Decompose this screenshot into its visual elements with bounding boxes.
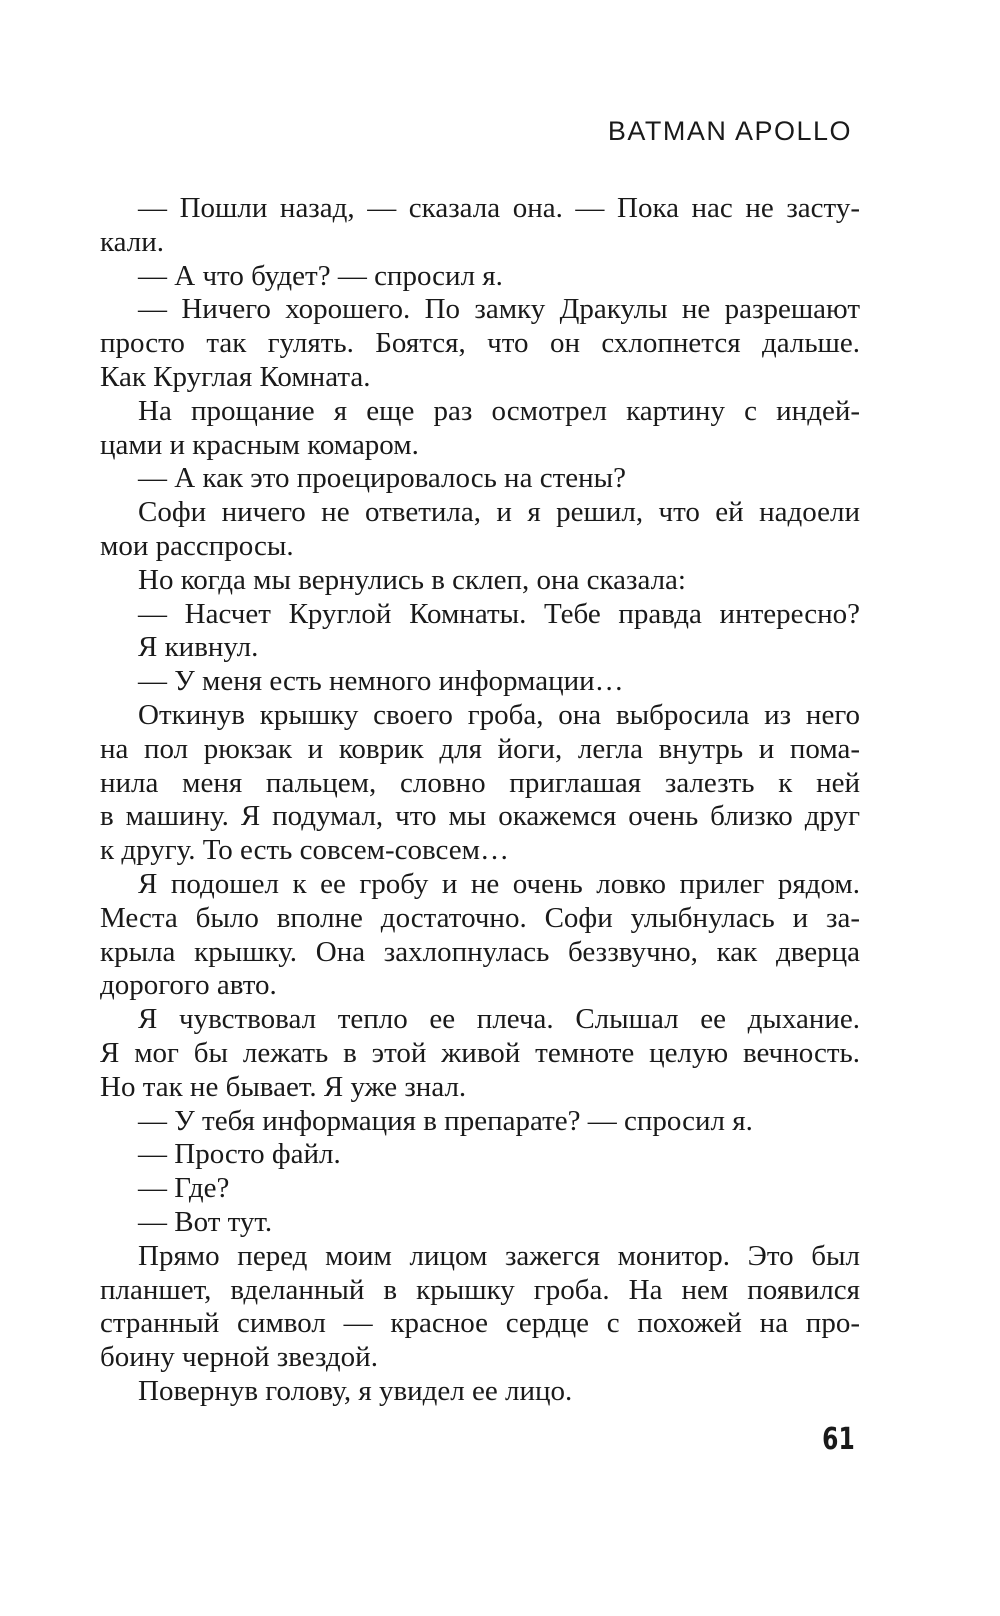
text-line: — Насчет Круглой Комнаты. Тебе правда интересно? [138,597,860,630]
text-line: Софи ничего не ответила, и я решил, что ей надоели [138,496,860,529]
text-line: дорогого авто. [100,969,277,1002]
body-text [100,192,860,1409]
text-line: — Пошли назад, — сказала она. — Пока нас не засту- [138,192,860,224]
text-line: к другу. То есть совсем-совсем… [100,834,509,867]
text-line: — А как это проецировалось на стены? [138,462,626,495]
text-line: — Ничего хорошего. По замку Дракулы не разрешают [138,293,860,326]
text-line: Места было вполне достаточно. Софи улыбнулась и за- [100,901,860,934]
text-line: Но так не бывает. Я уже знал. [100,1070,467,1103]
page-number: 61 [822,1422,855,1457]
text-line: боину черной звездой. [100,1341,378,1374]
running-header: BATMAN APOLLO [607,116,852,146]
text-line: крыла крышку. Она захлопнулась беззвучно, как дверца [100,935,860,968]
text-line: цами и красным комаром. [100,428,419,461]
text-line: странный символ — красное сердце с похожей на про- [100,1307,860,1340]
text-line: просто так гулять. Боятся, что он схлопнется дальше. [100,327,860,360]
text-line: Я подошел к ее гробу и не очень ловко прилег рядом. [138,867,860,900]
text-line: Я мог бы лежать в этой живой темноте целую вечность. [100,1036,860,1069]
text-line: Как Круглая Комната. [100,360,371,393]
text-line: нила меня пальцем, словно приглашая залезть к ней [100,766,860,799]
text-line: — У тебя информация в препарате? — спросил я. [138,1104,753,1137]
text-line: Прямо перед моим лицом зажегся монитор. Это был [138,1239,860,1272]
text-line: На прощание я еще раз осмотрел картину с индей- [138,394,860,427]
text-line: Но когда мы вернулись в склеп, она сказала: [138,563,686,596]
text-line: на пол рюкзак и коврик для йоги, легла внутрь и пома- [100,732,860,765]
text-line: в машину. Я подумал, что мы окажемся очень близко друг [100,800,860,833]
text-line: Откинув крышку своего гроба, она выбросила из него [138,698,860,731]
text-line: — Вот тут. [138,1205,273,1238]
text-line: кали. [100,225,165,258]
text-line: планшет, вделанный в крышку гроба. На нем появился [100,1273,860,1306]
text-line: Я чувствовал тепло ее плеча. Слышал ее дыхание. [138,1003,860,1036]
text-line: — У меня есть немного информации… [138,665,624,698]
text-line: — Где? [138,1172,230,1205]
text-line: Я кивнул. [138,631,259,664]
text-line: — Просто файл. [138,1138,341,1171]
text-line: — А что будет? — спросил я. [138,259,503,292]
text-line: мои расспросы. [100,529,294,562]
text-line: Повернув голову, я увидел ее лицо. [138,1374,573,1407]
